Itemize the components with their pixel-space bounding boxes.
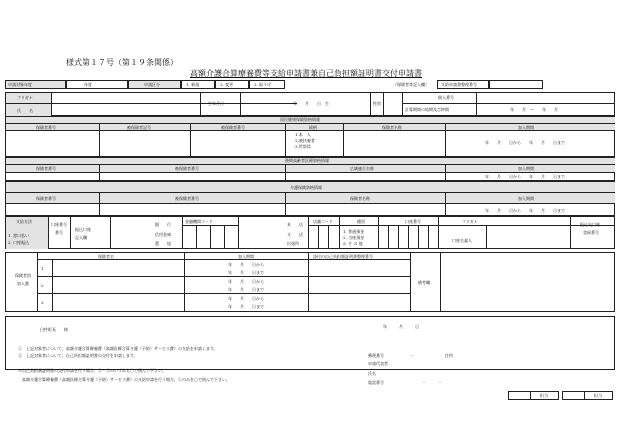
period-value: 年 月 ～ 年 月 [510, 107, 558, 112]
stamp-label-right: 担当 [594, 393, 602, 398]
payment-method-2[interactable]: 2. 口座振込 [8, 240, 30, 245]
payment-auto-no-label: 口座番号 [51, 222, 67, 227]
payment-acct-no: 口座番号 [405, 219, 421, 224]
payment-branch-code: 店舗コード [313, 219, 333, 224]
note-4: 高額介護合算療養費（高額医療合算介護（予防）サービス費）の支給申請を行う場合、①のみを〇で囲んで下さい。 [18, 377, 230, 382]
page-title: 高額介護合算療養費等支給申請書兼自己負担額証明書交付申請書 [190, 69, 422, 78]
nhi-rel-2: 2.被扶養者 [295, 138, 315, 143]
address-label: 住所 [445, 353, 453, 358]
payment-fill-label: 記入欄 [75, 235, 87, 240]
payment-branch[interactable]: 支 店 [287, 232, 303, 237]
history-row-no: 3 [41, 300, 44, 305]
payment-block [5, 216, 615, 249]
history-col-period: 加入期間 [238, 254, 254, 259]
category-opt2-label: 2. 変更 [220, 82, 234, 87]
insurer-note: （保険者等記入欄） [393, 82, 429, 87]
year-unit: 年度 [84, 82, 92, 87]
history-label-1: 保険者別 [15, 273, 31, 278]
payment-type-2[interactable]: 2. 当座預金 [343, 235, 365, 240]
note-3: ※自己負担額証明書の交付申請を行う場合、①・②のいずれも〇で囲んで下さい。 [18, 368, 166, 373]
mgmt-no-input[interactable] [489, 80, 543, 89]
payment-bank-code: 金融機関コード [185, 219, 213, 224]
elderly-period-value: 年 月 日から 年 月 日まで [485, 174, 565, 179]
payment-method-label: 支給方法 [16, 219, 32, 224]
form-number: 様式第１７号（第１９条関係） [66, 58, 178, 67]
addressee: 臼杵町長 様 [40, 327, 68, 332]
payment-office[interactable]: 出張所 [287, 241, 299, 246]
nhi-col-relation: 続柄 [309, 125, 317, 130]
payment-type-1[interactable]: 1. 普通預金 [343, 229, 365, 234]
elderly-col-period: 加入期間 [518, 166, 534, 171]
payment-transfer-label: 振込口座 [75, 227, 91, 232]
note-2: ② 上記対象者について、自己負担額証明書の交付を申請します。 [18, 353, 138, 358]
payment-head[interactable]: 本 店 [287, 222, 303, 227]
payment-type-label: 種別 [357, 219, 365, 224]
phone-label: 電話番号 [368, 380, 384, 385]
name-label: 氏 名 [17, 108, 33, 113]
year-input[interactable] [66, 80, 128, 89]
note-1: ① 上記対象者について、高額介護合算療養費（高額医療合算介護（予防）サービス費）の支給を申請します。 [18, 346, 218, 351]
history-row-no: 1 [41, 266, 44, 271]
history-row-no: 2 [41, 283, 44, 288]
history-col-cert: 添付の自己負担額証明書整理番号 [313, 254, 373, 259]
nhi-period-value: 年 月 日から 年 月 日まで [485, 140, 565, 145]
category-label: 申請区分 [144, 82, 160, 87]
nhi-rel-3: 3.世帯員 [295, 144, 311, 149]
payment-bank[interactable]: 銀 行 [155, 222, 171, 227]
section-care-title: 介護保険資格情報 [290, 185, 322, 190]
care-col-insurer-name: 保険者名称 [350, 196, 370, 201]
personal-no-label: 個人番号 [438, 95, 454, 100]
payment-auto-no-label-2: 番号 [55, 230, 63, 235]
furigana-label: フリガナ [17, 95, 33, 100]
name-input[interactable] [52, 103, 200, 116]
date-field: 年 月 日 [383, 324, 419, 329]
stamp-box-right [562, 391, 613, 400]
footer-block [5, 316, 615, 370]
stamp-label-left: 担当 [540, 393, 548, 398]
care-col-number: 被保険者番号 [175, 196, 199, 201]
history-col-name: 保険者名 [98, 254, 114, 259]
elderly-col-number: 被保険者番号 [175, 166, 199, 171]
stamp-box-left [508, 391, 559, 400]
postal-dash: － [410, 353, 414, 358]
history-row-from: 年 月 日から [228, 279, 264, 284]
applicant-name-label: 氏名 [368, 371, 376, 376]
history-label-2: 加入歴 [17, 281, 29, 286]
history-remarks: 備考欄 [418, 280, 430, 285]
birth-label: 生年月日 [208, 101, 224, 106]
payment-credit[interactable]: 信用金庫 [155, 232, 171, 237]
payment-type-3[interactable]: 9. そ の 他 [343, 241, 363, 246]
payment-furigana: フリガナ [462, 219, 478, 224]
history-block [5, 252, 615, 312]
birth-value: 年 月 日 生 [293, 101, 329, 106]
payment-agri[interactable]: 農 協 [155, 241, 171, 246]
payment-right-2: 登録番号 [583, 230, 599, 235]
history-row-from: 年 月 日から [228, 262, 264, 267]
nhi-rel-1: 1.本 人 [295, 132, 311, 137]
nhi-col-symbol: 被保険者記号 [127, 125, 151, 130]
nhi-col-insurer-no: 保険者番号 [36, 125, 56, 130]
section-nhi-title: 国民健康保険資格情報 [280, 117, 320, 122]
care-col-insurer-no: 保険者番号 [36, 196, 56, 201]
category-opt1-label: 1. 新規 [186, 82, 200, 87]
category-opt3-label: 3. 取下げ [254, 82, 272, 87]
sex-label: 性別 [373, 101, 381, 106]
payment-holder: 口座名義人 [452, 238, 472, 243]
care-col-period: 加入期間 [518, 196, 534, 201]
elderly-col-union: 広域連合名称 [350, 166, 374, 171]
care-period-value: 年 月 日から 年 月 日まで [485, 208, 565, 213]
section-elderly-title: 後期高齢者医療資格情報 [285, 158, 329, 163]
nhi-col-number: 被保険者番号 [221, 125, 245, 130]
postal-label: 郵便番号 [368, 353, 384, 358]
history-row-to: 年 月 日まで [228, 270, 264, 275]
phone-dashes: － － [422, 380, 442, 385]
nhi-col-insurer-name: 保険者名称 [382, 125, 402, 130]
mgmt-no-label: 支給申請書整理番号 [441, 82, 477, 87]
applicant-rep-label: 申請代表者 [368, 361, 388, 366]
history-row-from: 年 月 日から [228, 296, 264, 301]
year-label: 申請対象年度 [8, 82, 32, 87]
nhi-col-period: 加入期間 [518, 125, 534, 130]
payment-right-1: 振込先口座 [580, 222, 600, 227]
elderly-col-insurer-no: 保険者番号 [36, 166, 56, 171]
history-row-to: 年 月 日まで [228, 304, 264, 309]
period-label: 計算期間の始期及び終期 [405, 107, 449, 112]
payment-method-1[interactable]: 1. 窓口払い [8, 233, 30, 238]
history-row-to: 年 月 日まで [228, 287, 264, 292]
